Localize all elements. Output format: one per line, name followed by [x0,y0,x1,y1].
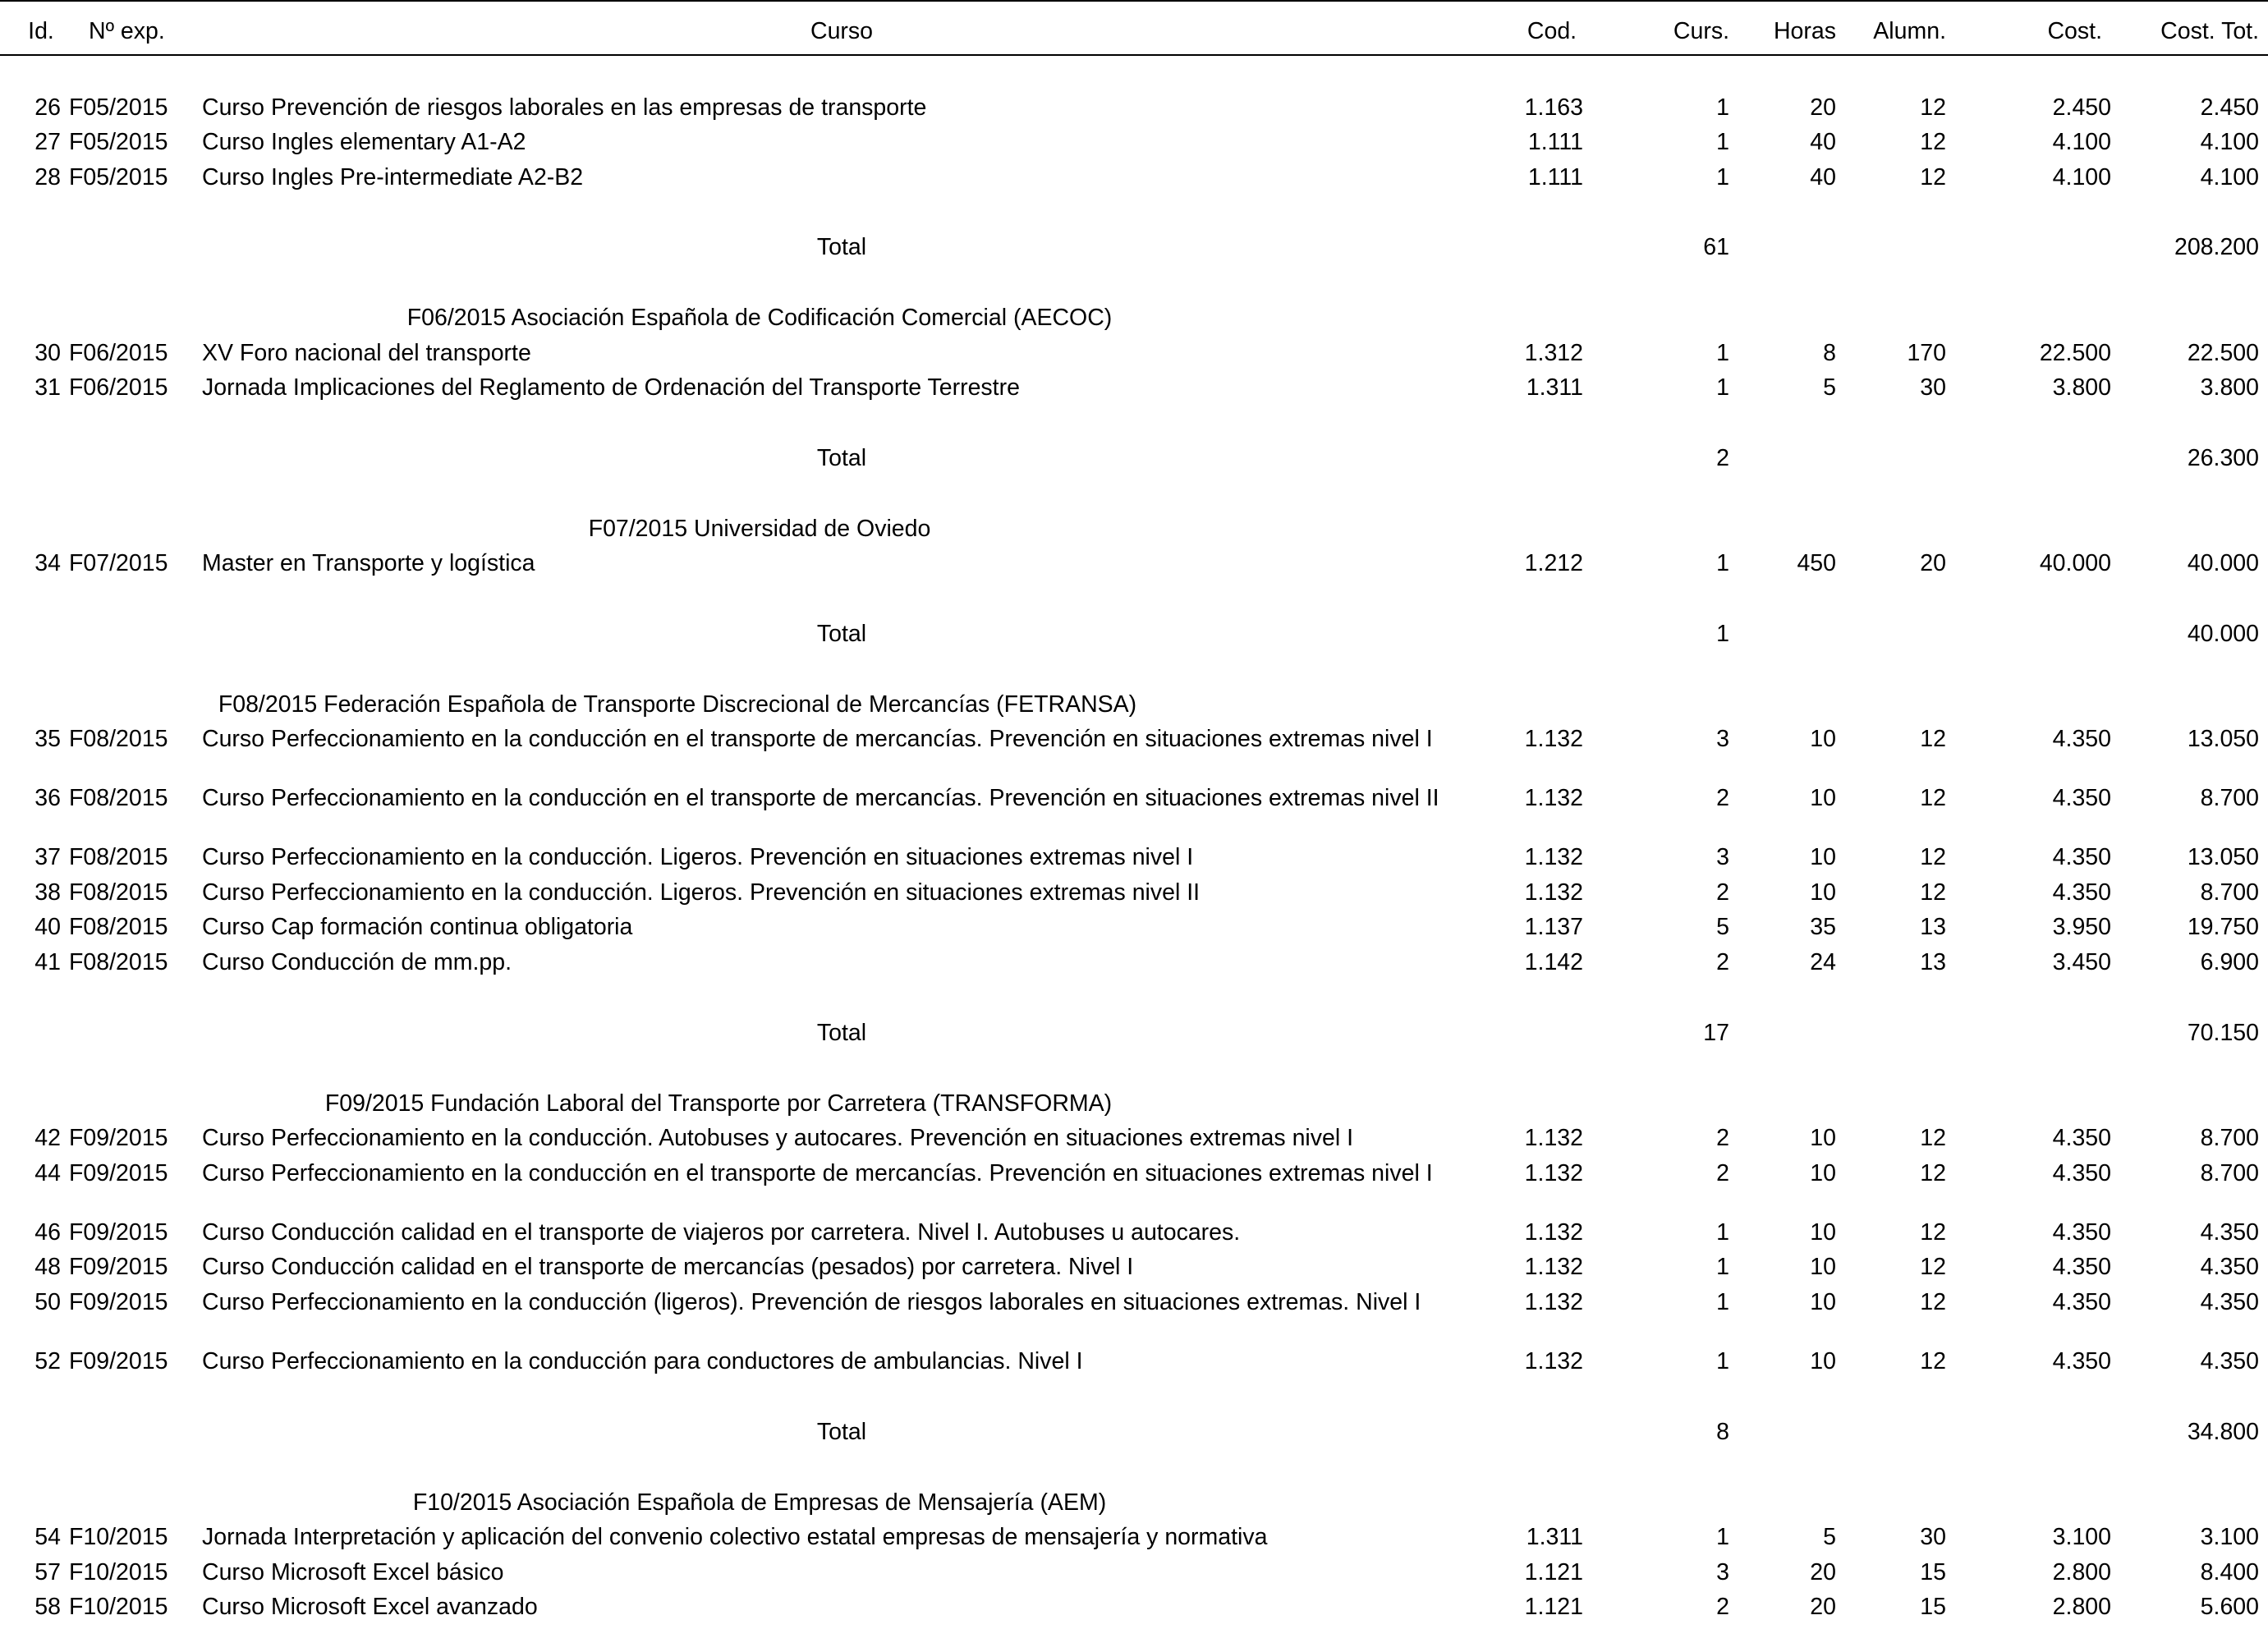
cell-curso: Curso Conducción calidad en el transporte de viajeros por carretera. Nivel I. Autobuses u autocares. [202,1219,1241,1246]
cell-curs: 1 [1716,1289,1729,1315]
cell-curso: Jornada Interpretación y aplicación del convenio colectivo estatal empresas de mensajería y normativa [202,1524,1268,1550]
table-row [0,1250,2268,1284]
cell-curs: 5 [1716,914,1729,940]
total-label: Total [816,234,867,260]
cell-alumn: 12 [1920,1125,1946,1151]
cell-exp: F09/2015 [69,1348,168,1374]
cell-curs: 1 [1716,1524,1729,1550]
header-cod: Cod. [1527,18,1577,44]
total-label: Total [816,445,867,471]
total-row [0,1415,2268,1449]
cell-horas: 35 [1810,914,1836,940]
header-exp: Nº exp. [89,18,165,44]
cell-curs: 1 [1716,374,1729,401]
cell-id: 37 [34,844,61,870]
cell-exp: F05/2015 [69,129,168,155]
table-header [0,0,2268,56]
cell-curs: 2 [1716,949,1729,975]
cell-id: 58 [34,1594,61,1620]
cell-exp: F06/2015 [69,374,168,401]
table-row [0,90,2268,125]
cell-exp: F08/2015 [69,844,168,870]
cell-id: 50 [34,1289,61,1315]
cell-curso: Curso Perfeccionamiento en la conducción en el transporte de mercancías. Prevención en situaciones extremas nivel I [202,1160,1433,1186]
cell-exp: F06/2015 [69,340,168,366]
cell-exp: F09/2015 [69,1254,168,1280]
table-row [0,370,2268,405]
cell-alumn: 12 [1920,1289,1946,1315]
cell-cost: 4.350 [2052,1160,2111,1186]
cell-curs: 1 [1716,1348,1729,1374]
cell-curso: Curso Perfeccionamiento en la conducción para conductores de ambulancias. Nivel I [202,1348,1083,1374]
group-header [0,301,2268,335]
cell-cost: 3.100 [2052,1524,2111,1550]
cell-curs: 2 [1716,1160,1729,1186]
cell-cost-tot: 19.750 [2187,914,2259,940]
cell-id: 28 [34,164,61,190]
cell-exp: F08/2015 [69,726,168,752]
cell-id: 34 [34,550,61,576]
cell-alumn: 15 [1920,1559,1946,1585]
cell-curs: 1 [1716,340,1729,366]
cell-id: 57 [34,1559,61,1585]
cell-id: 48 [34,1254,61,1280]
cell-cost: 4.350 [2052,1348,2111,1374]
cell-alumn: 12 [1920,1348,1946,1374]
cell-horas: 10 [1810,1160,1836,1186]
cell-cod: 1.111 [1527,164,1583,190]
cell-alumn: 12 [1920,844,1946,870]
cell-cost: 4.100 [2052,129,2111,155]
cell-cod: 1.137 [1524,914,1583,940]
cell-cod: 1.132 [1524,879,1583,906]
table-row [0,1344,2268,1379]
cell-exp: F08/2015 [69,949,168,975]
cell-cost-tot: 4.350 [2200,1219,2259,1246]
cell-horas: 5 [1823,374,1836,401]
cell-alumn: 15 [1920,1594,1946,1620]
cell-curso: Curso Perfeccionamiento en la conducción. Ligeros. Prevención en situaciones extremas nivel I [202,844,1194,870]
cell-cost-tot: 13.050 [2187,844,2259,870]
cell-curso: Curso Perfeccionamiento en la conducción. Autobuses y autocares. Prevención en situaciones extremas nivel I [202,1125,1354,1151]
table-row [0,546,2268,580]
cell-cost-tot: 8.700 [2200,1160,2259,1186]
table-row [0,875,2268,910]
cell-curso: Curso Perfeccionamiento en la conducción (ligeros). Prevención de riesgos laborales en situaciones extremas. Nivel I [202,1289,1421,1315]
cell-id: 52 [34,1348,61,1374]
cell-horas: 10 [1810,879,1836,906]
cell-cost: 2.450 [2052,94,2111,121]
header-cost-tot: Cost. Tot. [2160,18,2259,44]
cell-cod: 1.132 [1524,1254,1583,1280]
cell-curs: 1 [1716,164,1729,190]
cell-curs: 2 [1716,1594,1729,1620]
cell-cost-tot: 8.400 [2200,1559,2259,1585]
cell-id: 54 [34,1524,61,1550]
group-title: F09/2015 Fundación Laboral del Transporte por Carretera (TRANSFORMA) [324,1090,1113,1117]
table-row [0,160,2268,195]
cell-cod: 1.132 [1524,726,1583,752]
cell-horas: 10 [1810,1125,1836,1151]
total-row [0,230,2268,264]
cell-curso: Curso Perfeccionamiento en la conducción. Ligeros. Prevención en situaciones extremas nivel II [202,879,1201,906]
cell-cod: 1.121 [1524,1594,1583,1620]
cell-exp: F08/2015 [69,785,168,811]
header-cost: Cost. [2047,18,2102,44]
cell-cost-tot: 4.100 [2200,164,2259,190]
table-row [0,910,2268,944]
table-row [0,336,2268,370]
cell-horas: 10 [1810,844,1836,870]
cell-alumn: 12 [1920,129,1946,155]
cell-horas: 10 [1810,1219,1836,1246]
cell-cost: 3.800 [2052,374,2111,401]
total-cost-tot: 26.300 [2187,445,2259,471]
header-curs: Curs. [1673,18,1729,44]
cell-alumn: 13 [1920,949,1946,975]
cell-cost: 4.350 [2052,1254,2111,1280]
cell-curso: Curso Perfeccionamiento en la conducción en el transporte de mercancías. Prevención en situaciones extremas nivel II [202,785,1439,811]
table-row [0,1121,2268,1155]
group-header [0,1485,2268,1520]
cell-curso: XV Foro nacional del transporte [202,340,531,366]
cell-exp: F08/2015 [69,914,168,940]
cell-alumn: 12 [1920,1219,1946,1246]
cell-horas: 40 [1810,164,1836,190]
cell-cost: 22.500 [2039,340,2111,366]
cell-alumn: 30 [1920,1524,1946,1550]
table-row [0,1215,2268,1250]
cell-cod: 1.132 [1524,1289,1583,1315]
cell-id: 41 [34,949,61,975]
cell-id: 38 [34,879,61,906]
cell-cost-tot: 4.100 [2200,129,2259,155]
cell-cost-tot: 40.000 [2187,550,2259,576]
cell-id: 40 [34,914,61,940]
cell-alumn: 12 [1920,164,1946,190]
cell-cost: 4.350 [2052,1289,2111,1315]
cell-curs: 2 [1716,785,1729,811]
cell-curso: Jornada Implicaciones del Reglamento de Ordenación del Transporte Terrestre [202,374,1020,401]
table-row [0,1520,2268,1554]
total-curs: 61 [1703,234,1729,260]
cell-cost: 4.350 [2052,1219,2111,1246]
cell-alumn: 30 [1920,374,1946,401]
group-title: F06/2015 Asociación Española de Codificación Comercial (AECOC) [406,305,1113,331]
cell-cod: 1.132 [1524,1348,1583,1374]
cell-cost-tot: 3.800 [2200,374,2259,401]
cell-cost: 4.100 [2052,164,2111,190]
total-cost-tot: 34.800 [2187,1419,2259,1445]
cell-id: 35 [34,726,61,752]
cell-curso: Curso Conducción calidad en el transporte de mercancías (pesados) por carretera. Nivel I [202,1254,1134,1280]
total-curs: 8 [1716,1419,1729,1445]
cell-cost-tot: 6.900 [2200,949,2259,975]
cell-cod: 1.121 [1524,1559,1583,1585]
cell-id: 26 [34,94,61,121]
cell-cost: 2.800 [2052,1559,2111,1585]
table-row [0,722,2268,781]
cell-curso: Curso Ingles elementary A1-A2 [202,129,526,155]
table-row [0,781,2268,840]
cell-id: 27 [34,129,61,155]
header-id: Id. [28,18,54,44]
cell-curso: Curso Perfeccionamiento en la conducción en el transporte de mercancías. Prevención en situaciones extremas nivel I [202,726,1433,752]
cell-cost-tot: 8.700 [2200,1125,2259,1151]
cell-exp: F09/2015 [69,1219,168,1246]
cell-id: 42 [34,1125,61,1151]
header-horas: Horas [1773,18,1836,44]
group-header [0,1086,2268,1121]
cell-exp: F10/2015 [69,1524,168,1550]
total-cost-tot: 40.000 [2187,621,2259,647]
total-label: Total [816,621,867,647]
cell-cost: 4.350 [2052,1125,2111,1151]
cell-cost-tot: 2.450 [2200,94,2259,121]
total-label: Total [816,1419,867,1445]
cell-cost: 2.800 [2052,1594,2111,1620]
cell-exp: F05/2015 [69,164,168,190]
cell-exp: F10/2015 [69,1559,168,1585]
header-curso: Curso [810,18,874,44]
cell-curs: 1 [1716,1254,1729,1280]
cell-cost: 3.450 [2052,949,2111,975]
cell-exp: F09/2015 [69,1160,168,1186]
cell-horas: 24 [1810,949,1836,975]
cell-horas: 10 [1810,1254,1836,1280]
cell-alumn: 12 [1920,726,1946,752]
total-row [0,1016,2268,1050]
cell-curs: 1 [1716,1219,1729,1246]
cell-cod: 1.132 [1524,1125,1583,1151]
cell-horas: 10 [1810,785,1836,811]
cell-cod: 1.142 [1524,949,1583,975]
cell-cost-tot: 8.700 [2200,785,2259,811]
total-row [0,617,2268,651]
cell-curso: Curso Prevención de riesgos laborales en las empresas de transporte [202,94,927,121]
cell-exp: F09/2015 [69,1289,168,1315]
cell-horas: 10 [1810,1348,1836,1374]
total-label: Total [816,1020,867,1046]
cell-id: 31 [34,374,61,401]
cell-horas: 5 [1823,1524,1836,1550]
cell-curs: 1 [1716,129,1729,155]
total-cost-tot: 70.150 [2187,1020,2259,1046]
table-row [0,1285,2268,1344]
cell-horas: 10 [1810,726,1836,752]
group-header [0,512,2268,546]
header-alumn: Alumn. [1873,18,1946,44]
cell-exp: F10/2015 [69,1594,168,1620]
group-title: F08/2015 Federación Española de Transporte Discrecional de Mercancías (FETRANSA) [218,691,1137,718]
group-title: F10/2015 Asociación Española de Empresas de Mensajería (AEM) [412,1489,1107,1516]
cell-cod: 1.132 [1524,1160,1583,1186]
cell-cost-tot: 8.700 [2200,879,2259,906]
cell-cod: 1.132 [1524,1219,1583,1246]
cell-horas: 20 [1810,1594,1836,1620]
total-curs: 2 [1716,445,1729,471]
cell-curso: Curso Conducción de mm.pp. [202,949,512,975]
cell-curs: 1 [1716,94,1729,121]
cell-id: 36 [34,785,61,811]
cell-cost: 4.350 [2052,844,2111,870]
cell-cost: 4.350 [2052,726,2111,752]
cell-horas: 8 [1823,340,1836,366]
cell-alumn: 12 [1920,879,1946,906]
cell-curs: 3 [1716,726,1729,752]
cell-cod: 1.132 [1524,785,1583,811]
cell-cost: 4.350 [2052,879,2111,906]
cell-curs: 3 [1716,844,1729,870]
table-row [0,1156,2268,1215]
cell-alumn: 12 [1920,94,1946,121]
cell-cod: 1.163 [1524,94,1583,121]
cell-cost: 3.950 [2052,914,2111,940]
cell-curso: Curso Microsoft Excel básico [202,1559,504,1585]
cell-curs: 3 [1716,1559,1729,1585]
cell-id: 44 [34,1160,61,1186]
cell-curso: Curso Microsoft Excel avanzado [202,1594,538,1620]
cell-id: 46 [34,1219,61,1246]
cell-exp: F07/2015 [69,550,168,576]
cell-cost-tot: 4.350 [2200,1289,2259,1315]
cell-horas: 20 [1810,94,1836,121]
cell-cost-tot: 13.050 [2187,726,2259,752]
table-row [0,945,2268,980]
cell-cod: 1.311 [1526,374,1583,401]
cell-alumn: 20 [1920,550,1946,576]
cell-exp: F08/2015 [69,879,168,906]
cell-cost-tot: 4.350 [2200,1348,2259,1374]
cell-horas: 40 [1810,129,1836,155]
total-curs: 17 [1703,1020,1729,1046]
cell-cost: 40.000 [2039,550,2111,576]
total-cost-tot: 208.200 [2174,234,2259,260]
cell-curso: Curso Ingles Pre-intermediate A2-B2 [202,164,584,190]
cell-cod: 1.111 [1527,129,1583,155]
cell-cod: 1.312 [1524,340,1583,366]
cell-alumn: 12 [1920,1254,1946,1280]
group-header [0,687,2268,722]
cell-alumn: 12 [1920,1160,1946,1186]
table-row [0,1590,2268,1624]
cell-curs: 1 [1716,550,1729,576]
cell-exp: F09/2015 [69,1125,168,1151]
total-row [0,441,2268,475]
cell-cost: 4.350 [2052,785,2111,811]
cell-alumn: 13 [1920,914,1946,940]
cell-horas: 20 [1810,1559,1836,1585]
cell-id: 30 [34,340,61,366]
cell-cod: 1.132 [1524,844,1583,870]
cell-curso: Master en Transporte y logística [202,550,535,576]
table-row [0,1555,2268,1590]
cell-cod: 1.311 [1526,1524,1583,1550]
group-title: F07/2015 Universidad de Oviedo [588,516,931,542]
cell-cod: 1.212 [1524,550,1583,576]
table-row [0,840,2268,874]
cell-exp: F05/2015 [69,94,168,121]
cell-cost-tot: 22.500 [2187,340,2259,366]
cell-alumn: 170 [1907,340,1946,366]
total-curs: 1 [1716,621,1729,647]
cell-curs: 2 [1716,1125,1729,1151]
cell-horas: 450 [1797,550,1836,576]
cell-curso: Curso Cap formación continua obligatoria [202,914,633,940]
cell-horas: 10 [1810,1289,1836,1315]
cell-cost-tot: 5.600 [2200,1594,2259,1620]
table-row [0,125,2268,159]
cell-cost-tot: 3.100 [2200,1524,2259,1550]
cell-cost-tot: 4.350 [2200,1254,2259,1280]
cell-curs: 2 [1716,879,1729,906]
cell-alumn: 12 [1920,785,1946,811]
